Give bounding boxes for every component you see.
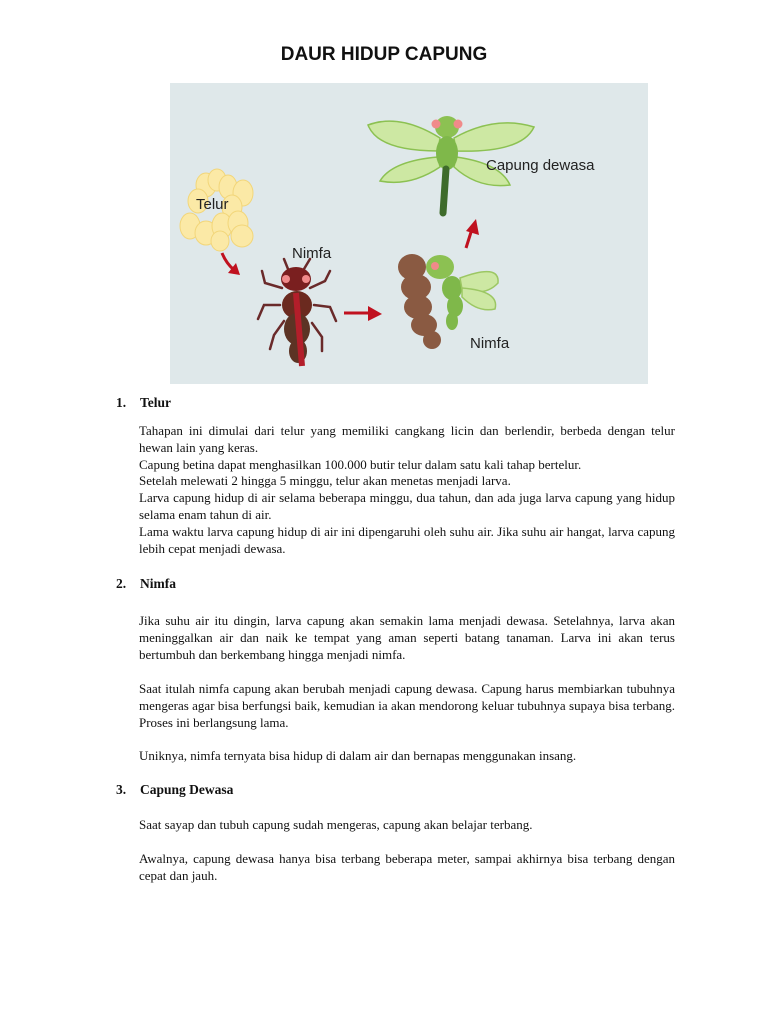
paragraph: Capung betina dapat menghasilkan 100.000 butir telur dalam satu kali tahap bertelur. <box>139 456 582 472</box>
arrow-eggs-to-nymph <box>222 253 240 275</box>
paragraph: Lama waktu larva capung hidup di air ini dipengaruhi oleh suhu air. Jika suhu air hangat, larva capung lebih cepat menjadi dewasa. <box>139 523 675 556</box>
label-capung-dewasa: Capung dewasa <box>486 157 595 174</box>
section-body-telur <box>139 423 675 557</box>
arrow-nymph-to-emerging <box>344 306 382 321</box>
label-telur: Telur <box>196 196 229 213</box>
section-heading-telur: 1. Telur <box>116 395 172 410</box>
section-body-nimfa-3 <box>139 748 675 765</box>
label-nimfa-top: Nimfa <box>292 245 332 262</box>
label-nimfa-bottom: Nimfa <box>470 335 510 352</box>
life-cycle-diagram <box>170 83 648 384</box>
section-body-nimfa-1 <box>139 613 675 663</box>
arrow-emerging-to-adult <box>466 219 479 248</box>
paragraph: Awalnya, capung dewasa hanya bisa terbang beberapa meter, sampai akhirnya bisa terbang dengan cepat dan jauh. <box>139 851 675 883</box>
paragraph: Saat sayap dan tubuh capung sudah mengeras, capung akan belajar terbang. <box>139 817 533 832</box>
paragraph: Tahapan ini dimulai dari telur yang memiliki cangkang licin dan berlendir, berbeda dengan telur hewan lain yang keras. <box>139 423 675 455</box>
paragraph: Uniknya, nimfa ternyata bisa hidup di dalam air dan bernapas menggunakan insang. <box>139 748 577 763</box>
section-heading-nimfa: 2. Nimfa <box>116 576 176 591</box>
paragraph: Setelah melewati 2 hingga 5 minggu, telur akan menetas menjadi larva. <box>139 473 511 489</box>
page-title: DAUR HIDUP CAPUNG <box>280 44 488 65</box>
section-heading-capung-dewasa: 3. Capung Dewasa <box>116 782 234 797</box>
section-body-dewasa-2 <box>139 851 675 885</box>
life-cycle-illustration <box>170 83 648 384</box>
section-body-nimfa-2 <box>139 681 675 731</box>
paragraph: Larva capung hidup di air selama beberapa minggu, dua tahun, dan ada juga larva capung yang hidup selama enam tahun di air. <box>139 490 675 522</box>
paragraph: Saat itulah nimfa capung akan berubah menjadi capung dewasa. Capung harus membiarkan tubuhnya mengeras agar bisa berfungsi baik, kemudian ia akan mendorong keluar tubuhnya supaya bisa terbang. Proses ini berlangsung lama. <box>139 681 675 730</box>
nymph-larva-figure <box>258 259 336 366</box>
section-body-dewasa-1 <box>139 817 675 834</box>
paragraph: Jika suhu air itu dingin, larva capung akan semakin lama menjadi dewasa. Setelahnya, larva akan meninggalkan air dan naik ke tempat yang aman seperti batang tanaman. Larva ini akan terus bertumbuh dan berkembang hingga menjadi nimfa. <box>139 613 675 662</box>
